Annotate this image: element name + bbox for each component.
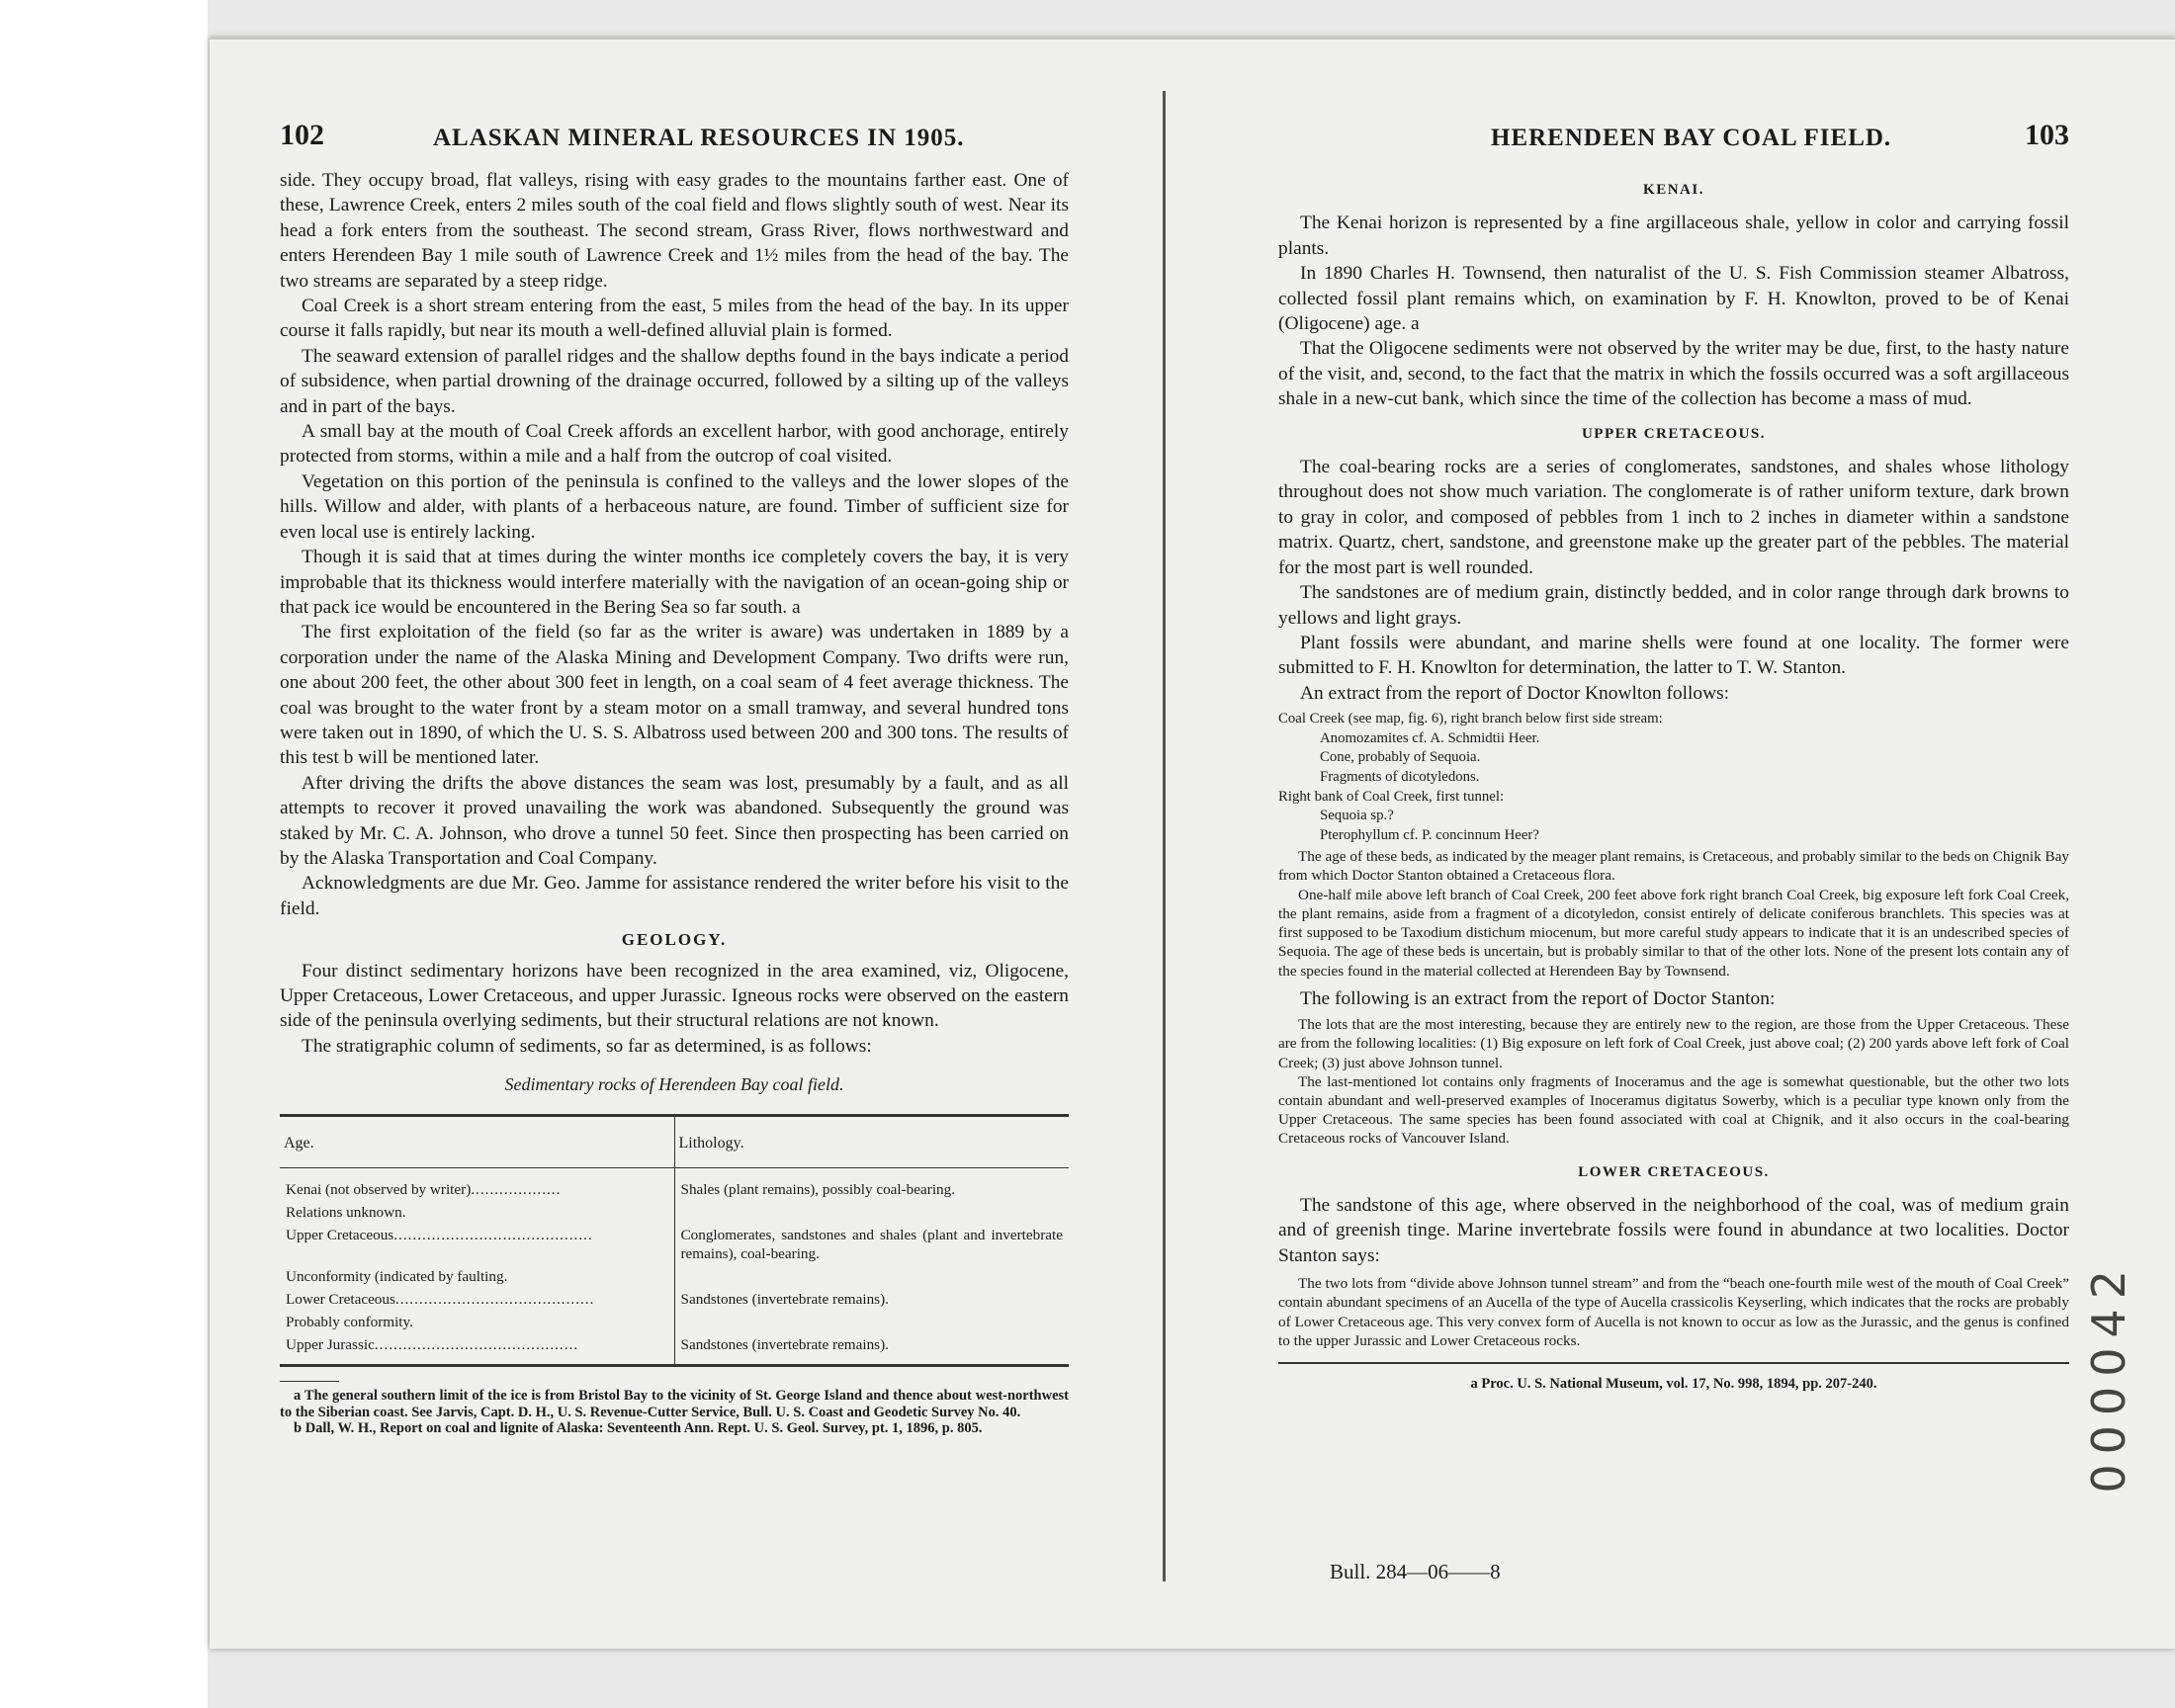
paragraph: Vegetation on this portion of the peninsula is confined to the valleys and the lower slopes of the hills. Willow and alder, with plants of a herbaceous nature, are found. Timber of sufficient size for even local use is entirely lacking. <box>280 470 1069 543</box>
paragraph: The sandstones are of medium grain, distinctly bedded, and in color range through dark browns to yellows and light grays. <box>1278 582 2069 629</box>
note-paragraph: One-half mile above left branch of Coal Creek, 200 feet above fork right branch Coal Creek, big exposure left fork Coal Creek, the plant remains, aside from a fragment of a dicotyledon, consist entirely of delicate coniferous branchlets. This species was at first supposed to be Taxodium distichum miocenum, but more careful study appears to indicate that it is an undescribed species of Sequoia. The age of these beds is uncertain, but is probably similar to that of the other lots. None of the present lots contain any of the species found in the material collected at Herendeen Bay by Townsend. <box>1278 886 2069 980</box>
table-cell: Shales (plant remains), possibly coal-bearing. <box>674 1168 1069 1202</box>
right-page-number: 103 <box>2025 119 2069 151</box>
paragraph: The sandstone of this age, where observed in the neighborhood of the coal, was of medium grain and of greenish tinge. Marine invertebrate fossils were found in abundance at two localities. Doctor Stanton says: <box>1278 1194 2069 1266</box>
table-cell <box>674 1265 1069 1288</box>
table-row <box>280 1311 1069 1333</box>
right-footnote: a Proc. U. S. National Museum, vol. 17, No. 998, 1894, pp. 207-240. <box>1470 1375 1877 1392</box>
stanton-notes <box>1278 1015 2069 1148</box>
table-cell: Unconformity (indicated by faulting. <box>286 1268 508 1286</box>
table-header-age: Age. <box>280 1115 674 1167</box>
paragraph: Acknowledgments are due Mr. Geo. Jamme for assistance rendered the writer before his visit to the field. <box>280 873 1069 919</box>
table-row <box>280 1201 1069 1224</box>
right-running-head <box>1278 119 2069 158</box>
fossil-list <box>1278 710 2069 845</box>
footnote-rule <box>280 1381 339 1382</box>
note-paragraph: The last-mentioned lot contains only fragments of Inoceramus and the age is somewhat questionable, but the other two lots contain abundant and well-preserved examples of Inoceramus digitatus Sowerby, which is a peculiar type known only from the Upper Cretaceous. The same species has been found associated with coal at Chignik, and it also occurs in the coal-bearing Cretaceous rocks of Vancouver Island. <box>1278 1072 2069 1148</box>
table-cell: Kenai (not observed by writer) <box>286 1181 472 1199</box>
lower-cretaceous-heading: LOWER CRETACEOUS. <box>1578 1163 1770 1180</box>
table-cell: Upper Cretaceous <box>286 1227 394 1244</box>
table-caption: Sedimentary rocks of Herendeen Bay coal field. <box>504 1074 844 1095</box>
paragraph: Though it is said that at times during the winter months ice completely covers the bay, it is very improbable that its thickness would interfere materially with the navigation of an ocean-going ship or that pack ice would be encountered in the Bering Sea so far south. a <box>280 547 1069 618</box>
note-paragraph: The lots that are the most interesting, because they are entirely new to the region, are those from the Upper Cretaceous. These are from the following localities: (1) Big exposure on left fork of Coal Creek, just above coal; (2) 200 yards above left fork of Coal Creek; (3) just above Johnson tunnel. <box>1278 1016 2069 1071</box>
paragraph: After driving the drifts the above distances the seam was lost, presumably by a fault, and as all attempts to recover it proved unavailing the work was abandoned. Subsequently the ground was staked by Mr. C. A. Johnson, who drove a tunnel 50 feet. Since then prospecting has been carried on by the Alaska Transportation and Coal Company. <box>280 772 1069 869</box>
table-row: Upper Cretaceous.......................................... Conglomerates, sandstones and shales (plant and invertebrate remains), coal-bearing. <box>280 1224 1069 1265</box>
paragraph: A small bay at the mouth of Coal Creek affords an excellent harbor, with good anchorage, entirely protected from storms, within a mile and a half from the outcrop of coal visited. <box>280 421 1069 468</box>
left-running-head <box>280 119 1069 158</box>
archive-stamp: 000042 <box>2082 1260 2135 1494</box>
table-row: Kenai (not observed by writer)................... Shales (plant remains), possibly coal-bearing. <box>280 1168 1069 1202</box>
note-paragraph: The two lots from “divide above Johnson tunnel stream” and from the “beach one-fourth mile west of the mouth of Coal Creek” contain abundant specimens of an Aucella of the type of Aucella crassicolis Keyserling, which indicates that the rocks are probably of Lower Cretaceous age. This very convex form of Aucella is not known to occur as low as the Jurassic, and the genus is confined to the upper Jurassic and Lower Cretaceous rocks. <box>1278 1275 2069 1349</box>
paragraph: The Kenai horizon is represented by a fine argillaceous shale, yellow in color and carrying fossil plants. <box>1278 213 2069 259</box>
upper-cretaceous-heading: UPPER CRETACEOUS. <box>1581 425 1767 442</box>
fossil-entry: Coal Creek (see map, fig. 6), right branch below first side stream: <box>1278 711 1663 727</box>
paragraph: In 1890 Charles H. Townsend, then naturalist of the U. S. Fish Commission steamer Albatross, collected fossil plant remains which, on examination by F. H. Knowlton, proved to be of Kenai (Oligocene) age. a <box>1278 263 2069 335</box>
paragraph: The first exploitation of the field (so far as the writer is aware) was undertaken in 1889 by a corporation under the name of the Alaska Mining and Development Company. Two drifts were run, one about 200 feet, the other about 300 feet in length, on a coal seam of 4 feet average thickness. The coal was brought to the water front by a steam motor on a small tramway, and several hundred tons were taken out in 1890, of which the U. S. S. Albatross used between 200 and 300 tons. The results of this test b will be mentioned later. <box>280 622 1069 769</box>
paragraph: Four distinct sedimentary horizons have been recognized in the area examined, viz, Oligocene, Upper Cretaceous, Lower Cretaceous, and upper Jurassic. Igneous rocks were observed on the eastern side of the peninsula overlying sediments, but their structural relations are not known. <box>280 960 1069 1032</box>
paragraph: side. They occupy broad, flat valleys, rising with easy grades to the mountains farther east. One of these, Lawrence Creek, enters 2 miles south of the coal field and flows slightly south of west. Near its head a fork enters from the southeast. The second stream, Grass River, flows northwestward and enters Herendeen Bay 1 mile south of Lawrence Creek and 1½ miles from the head of the bay. The two streams are separated by a steep ridge. <box>280 170 1069 292</box>
left-page-number: 102 <box>280 119 324 151</box>
paragraph: That the Oligocene sediments were not observed by the writer may be due, first, to the hasty nature of the visit, and, second, to the fact that the matrix in which the fossils occurred was a soft argillaceous shale in a new-cut bank, which since the time of the collection has become a mass of mud. <box>1278 338 2069 410</box>
table-row <box>280 1265 1069 1288</box>
fossil-entry: Right bank of Coal Creek, first tunnel: <box>1278 788 1505 805</box>
table-cell: Lower Cretaceous <box>286 1291 395 1309</box>
left-body <box>280 168 1069 1437</box>
right-header-title: HERENDEEN BAY COAL FIELD. <box>1491 125 1892 151</box>
note-paragraph: The age of these beds, as indicated by the meager plant remains, is Cretaceous, and probably similar to the beds on Chignik Bay from which Doctor Stanton obtained a Cretaceous flora. <box>1278 848 2069 885</box>
right-body <box>1278 174 2069 1397</box>
table-cell: Probably conformity. <box>286 1314 413 1331</box>
paragraph: The coal-bearing rocks are a series of conglomerates, sandstones, and shales whose lithology throughout does not show much variation. The conglomerate is of rather uniform texture, dark brown to gray in color, and composed of pebbles from 1 inch to 2 inches in diameter within a sandstone matrix. Quartz, chert, sandstone, and greenstone make up the greater part of the pebbles. The material for the most part is well rounded. <box>1278 457 2069 578</box>
left-footnotes <box>280 1388 1069 1437</box>
table-cell: Relations unknown. <box>286 1204 406 1222</box>
footnote: b Dall, W. H., Report on coal and lignite of Alaska: Seventeenth Ann. Rept. U. S. Geol. Survey, pt. 1, 1896, p. 805. <box>294 1420 983 1437</box>
table-row: Lower Cretaceous.......................................... Sandstones (invertebrate remains). <box>280 1288 1069 1311</box>
paragraph: An extract from the report of Doctor Knowlton follows: <box>1300 682 1730 704</box>
footnote-rule <box>1278 1362 2069 1364</box>
fossil-entry: Cone, probably of Sequoia. <box>1320 749 1481 766</box>
table-cell: Conglomerates, sandstones and shales (plant and invertebrate remains), coal-bearing. <box>674 1224 1069 1265</box>
table-cell: Sandstones (invertebrate remains). <box>674 1288 1069 1311</box>
paragraph: The seaward extension of parallel ridges and the shallow depths found in the bays indicate a period of subsidence, when partial drowning of the drainage occurred, followed by a silting up of the valleys and in part of the bays. <box>280 345 1069 417</box>
fossil-entry: Anomozamites cf. A. Schmidtii Heer. <box>1320 729 1540 746</box>
stratigraphic-table <box>280 1114 1069 1367</box>
fossil-entry: Fragments of dicotyledons. <box>1320 768 1480 785</box>
fossil-entry: Pterophyllum cf. P. concinnum Heer? <box>1320 826 1539 843</box>
lower-quote <box>1278 1274 2069 1350</box>
footnote: a The general southern limit of the ice is from Bristol Bay to the vicinity of St. George Island and thence about west-northwest to the Siberian coast. See Jarvis, Capt. D. H., U. S. Revenue-Cutter Service, Bull. U. S. Coast and Geodetic Survey No. 40. <box>280 1388 1069 1420</box>
table-cell <box>674 1201 1069 1224</box>
paragraph: Plant fossils were abundant, and marine shells were found at one locality. The former were submitted to F. H. Knowlton for determination, the latter to T. W. Stanton. <box>1278 632 2069 679</box>
page-gutter <box>1163 91 1166 1581</box>
stanton-intro: The following is an extract from the report of Doctor Stanton: <box>1300 987 1776 1009</box>
knowlton-notes <box>1278 847 2069 980</box>
table-row: Upper Jurassic........................................... Sandstones (invertebrate remains). <box>280 1333 1069 1366</box>
kenai-heading: KENAI. <box>1643 182 1704 198</box>
bulletin-signature: Bull. 284—06——8 <box>1330 1560 1501 1583</box>
left-header-title: ALASKAN MINERAL RESOURCES IN 1905. <box>433 125 965 151</box>
table-cell: Upper Jurassic <box>286 1336 375 1354</box>
table-cell <box>674 1311 1069 1333</box>
paragraph: The stratigraphic column of sediments, so far as determined, is as follows: <box>302 1035 872 1057</box>
geology-heading: GEOLOGY. <box>621 930 728 950</box>
table-cell: Sandstones (invertebrate remains). <box>674 1333 1069 1366</box>
fossil-entry: Sequoia sp.? <box>1320 808 1394 824</box>
paragraph: Coal Creek is a short stream entering from the east, 5 miles from the head of the bay. In its upper course it falls rapidly, but near its mouth a well-defined alluvial plain is formed. <box>280 296 1069 342</box>
table-header-lithology: Lithology. <box>674 1115 1069 1167</box>
